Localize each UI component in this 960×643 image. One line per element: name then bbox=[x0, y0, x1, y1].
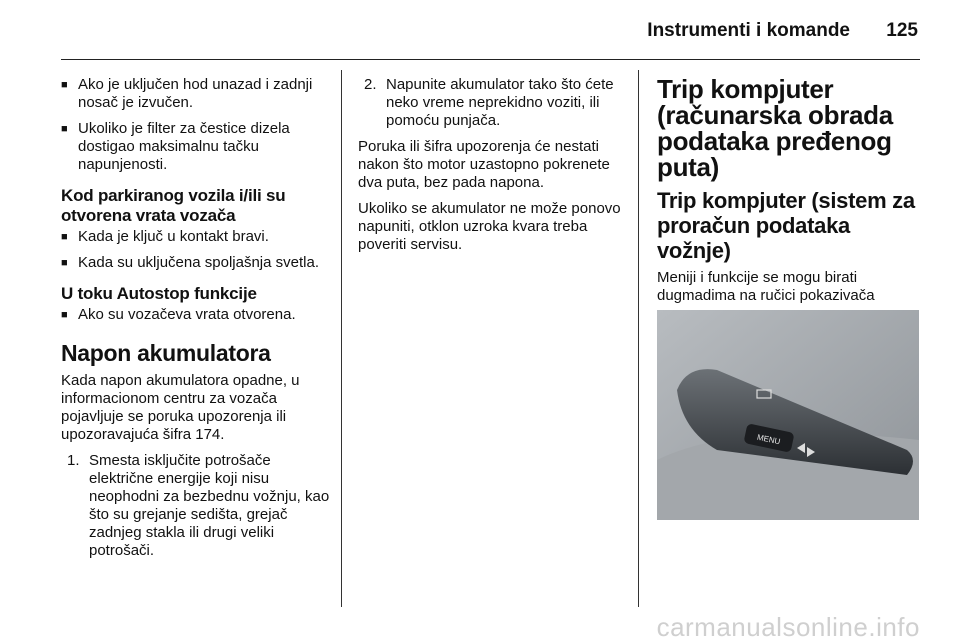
bullet-icon: ■ bbox=[61, 309, 68, 321]
column-divider-2 bbox=[638, 70, 639, 607]
bullet-icon: ■ bbox=[61, 79, 68, 91]
heading-parked: Kod parkiranog vozila i/ili su otvorena vrata vozača bbox=[61, 186, 286, 225]
bullet-icon: ■ bbox=[61, 231, 68, 243]
bullet-icon: ■ bbox=[61, 123, 68, 135]
bullet-item: ■ Kada je ključ u kontakt bravi. bbox=[61, 228, 269, 245]
step-number: 2. bbox=[364, 76, 377, 93]
page-number: 125 bbox=[886, 20, 918, 41]
bullet-item: ■ Ako su vozačeva vrata otvorena. bbox=[61, 306, 296, 323]
column-3 bbox=[657, 76, 925, 331]
column-1 bbox=[61, 76, 333, 568]
paragraph: Meniji i funkcije se mogu birati dugmadima na ručici pokazivača bbox=[657, 269, 875, 304]
bullet-item: ■ Kada su uključena spoljašnja svetla. bbox=[61, 254, 319, 271]
heading-napon: Napon akumulatora bbox=[61, 340, 271, 366]
numbered-step: 2. Napunite akumulator tako što ćete neko vreme neprekidno voziti, ili pomoću punjača. bbox=[364, 76, 614, 129]
turn-signal-stalk-photo bbox=[657, 310, 919, 520]
page-header-title: Instrumenti i komande bbox=[647, 20, 850, 41]
numbered-step: 1. Smesta isključite potrošače električne energije koji nisu neophodni za bezbednu vožnju, kao što su grejanje sedišta, grejač zadnjeg stakla ili drugi veliki potrošači. bbox=[67, 452, 330, 559]
paragraph: Ukoliko se akumulator ne može ponovo napuniti, otklon uzroka kvara treba poveriti servisu. bbox=[358, 200, 621, 253]
paragraph: Poruka ili šifra upozorenja će nestati nakon što motor uzastopno pokrenete dva puta, bez pada napona. bbox=[358, 138, 610, 191]
photo-menu-label: MENU bbox=[756, 432, 782, 447]
bullet-item: ■ Ako je uključen hod unazad i zadnji nosač je izvučen. bbox=[61, 76, 313, 111]
step-number: 1. bbox=[67, 452, 80, 469]
column-2 bbox=[358, 76, 624, 262]
header-rule bbox=[61, 59, 920, 60]
column-divider-1 bbox=[341, 70, 342, 607]
subheading-trip-computer: Trip kompjuter (sistem za proračun podataka vožnje) bbox=[657, 188, 915, 263]
bullet-icon: ■ bbox=[61, 257, 68, 269]
watermark: carmanualsonline.info bbox=[656, 612, 920, 642]
heading-trip-computer: Trip kompjuter (računarska obrada podataka pređenog puta) bbox=[657, 74, 893, 182]
napon-paragraph: Kada napon akumulatora opadne, u informacionom centru za vozača pojavljuje se poruka upozorenja ili upozoravajuća šifra 174. bbox=[61, 372, 300, 443]
bullet-item: ■ Ukoliko je filter za čestice dizela dostigao maksimalnu tačku napunjenosti. bbox=[61, 120, 290, 173]
heading-autostop: U toku Autostop funkcije bbox=[61, 284, 257, 303]
